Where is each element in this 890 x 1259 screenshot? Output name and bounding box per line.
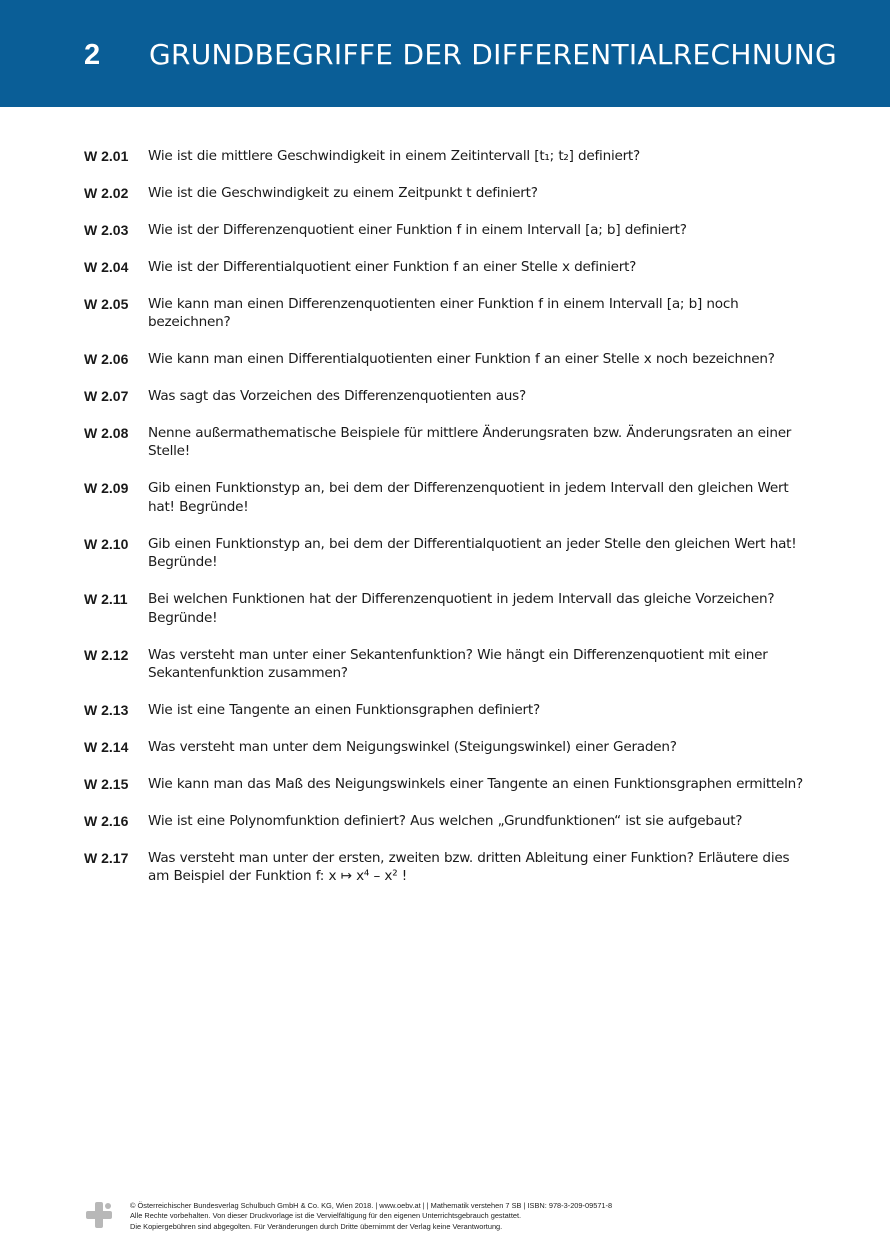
question-item xyxy=(84,221,814,240)
footer-copyright xyxy=(130,1201,612,1232)
question-text: Wie ist der Differenzenquotient einer Funktion f in einem Intervall [a; b] definiert? xyxy=(148,221,687,238)
question-number: W 2.03 xyxy=(84,221,129,238)
question-item xyxy=(84,350,814,369)
question-item xyxy=(84,701,814,720)
question-item xyxy=(84,147,814,166)
chapter-title: GRUNDBEGRIFFE DER DIFFERENTIALRECHNUNG xyxy=(149,38,838,71)
question-text: Was versteht man unter dem Neigungswinkel (Steigungswinkel) einer Geraden? xyxy=(148,739,677,756)
question-text: Wie ist die mittlere Geschwindigkeit in einem Zeitintervall [t₁; t₂] definiert? xyxy=(148,148,640,164)
question-number: W 2.01 xyxy=(84,148,129,164)
footer-line: © Österreichischer Bundesverlag Schulbuch GmbH & Co. KG, Wien 2018. | www.oebv.at | | Mathematik verstehen 7 SB | ISBN: 978-3-209-09571-8 xyxy=(130,1201,613,1210)
question-item xyxy=(84,295,814,332)
question-item xyxy=(84,738,814,757)
question-item xyxy=(84,812,814,831)
question-item xyxy=(84,646,814,683)
question-item xyxy=(84,775,814,794)
question-number: W 2.11 xyxy=(84,591,128,608)
question-item xyxy=(84,849,814,886)
question-text: Wie ist die Geschwindigkeit zu einem Zeitpunkt t definiert? xyxy=(148,184,538,201)
question-number: W 2.05 xyxy=(84,295,129,312)
chapter-number: 2 xyxy=(84,39,101,71)
question-item xyxy=(84,590,814,627)
question-item xyxy=(84,479,814,516)
question-text: Wie ist eine Tangente an einen Funktionsgraphen definiert? xyxy=(148,702,540,719)
question-item xyxy=(84,258,814,277)
question-text: Wie ist der Differentialquotient einer Funktion f an einer Stelle x definiert? xyxy=(148,258,637,275)
question-text: Wie kann man einen Differenzenquotienten einer Funktion f in einem Intervall [a; b] noch bezeichnen? xyxy=(148,295,739,331)
question-text: Was versteht man unter der ersten, zweiten bzw. dritten Ableitung einer Funktion? Erläutere dies am Beispiel der Funktion f: x ↦ x⁴ – x² ! xyxy=(148,849,790,885)
question-item xyxy=(84,535,814,572)
question-text: Wie kann man das Maß des Neigungswinkels einer Tangente an einen Funktionsgraphen ermitteln? xyxy=(148,776,803,793)
question-number: W 2.04 xyxy=(84,258,129,275)
question-text: Bei welchen Funktionen hat der Differenzenquotient in jedem Intervall das gleiche Vorzeichen? Begründe! xyxy=(148,591,775,626)
question-number: W 2.02 xyxy=(84,184,129,201)
question-number: W 2.17 xyxy=(84,849,129,866)
question-text: Wie ist eine Polynomfunktion definiert? Aus welchen „Grundfunktionen“ ist sie aufgebaut? xyxy=(148,812,743,829)
footer-line: Die Kopiergebühren sind abgegolten. Für Veränderungen durch Dritte übernimmt der Verlag keine Verantwortung. xyxy=(130,1221,503,1231)
question-item xyxy=(84,424,814,461)
question-number: W 2.14 xyxy=(84,739,129,756)
question-text: Was versteht man unter einer Sekantenfunktion? Wie hängt ein Differenzenquotient mit einer Sekantenfunktion zusammen? xyxy=(148,646,768,682)
question-text: Nenne außermathematische Beispiele für mittlere Änderungsraten bzw. Änderungsraten an einer Stelle! xyxy=(148,424,792,460)
question-number: W 2.16 xyxy=(84,812,129,829)
chapter-header xyxy=(0,0,890,107)
question-number: W 2.06 xyxy=(84,351,129,368)
question-number: W 2.15 xyxy=(84,776,129,793)
question-text: Gib einen Funktionstyp an, bei dem der Differenzenquotient in jedem Intervall den gleichen Wert hat! Begründe! xyxy=(148,480,789,515)
question-number: W 2.13 xyxy=(84,702,129,719)
question-item xyxy=(84,184,814,203)
question-number: W 2.08 xyxy=(84,424,129,441)
question-text: Wie kann man einen Differentialquotienten einer Funktion f an einer Stelle x noch bezeichnen? xyxy=(148,351,775,368)
question-number: W 2.10 xyxy=(84,535,129,552)
question-item xyxy=(84,387,814,406)
question-list xyxy=(84,147,814,904)
footer-line: Alle Rechte vorbehalten. Von dieser Druckvorlage ist die Vervielfältigung für den eigenen Unterrichtsgebrauch gestattet. xyxy=(130,1211,522,1221)
question-text: Was sagt das Vorzeichen des Differenzenquotienten aus? xyxy=(148,387,526,404)
question-number: W 2.09 xyxy=(84,480,129,497)
question-number: W 2.07 xyxy=(84,387,129,404)
oebv-puzzle-logo-icon xyxy=(84,1200,114,1230)
question-number: W 2.12 xyxy=(84,646,129,663)
question-text: Gib einen Funktionstyp an, bei dem der Differentialquotient an jeder Stelle den gleichen Wert hat! Begründe! xyxy=(148,535,797,571)
